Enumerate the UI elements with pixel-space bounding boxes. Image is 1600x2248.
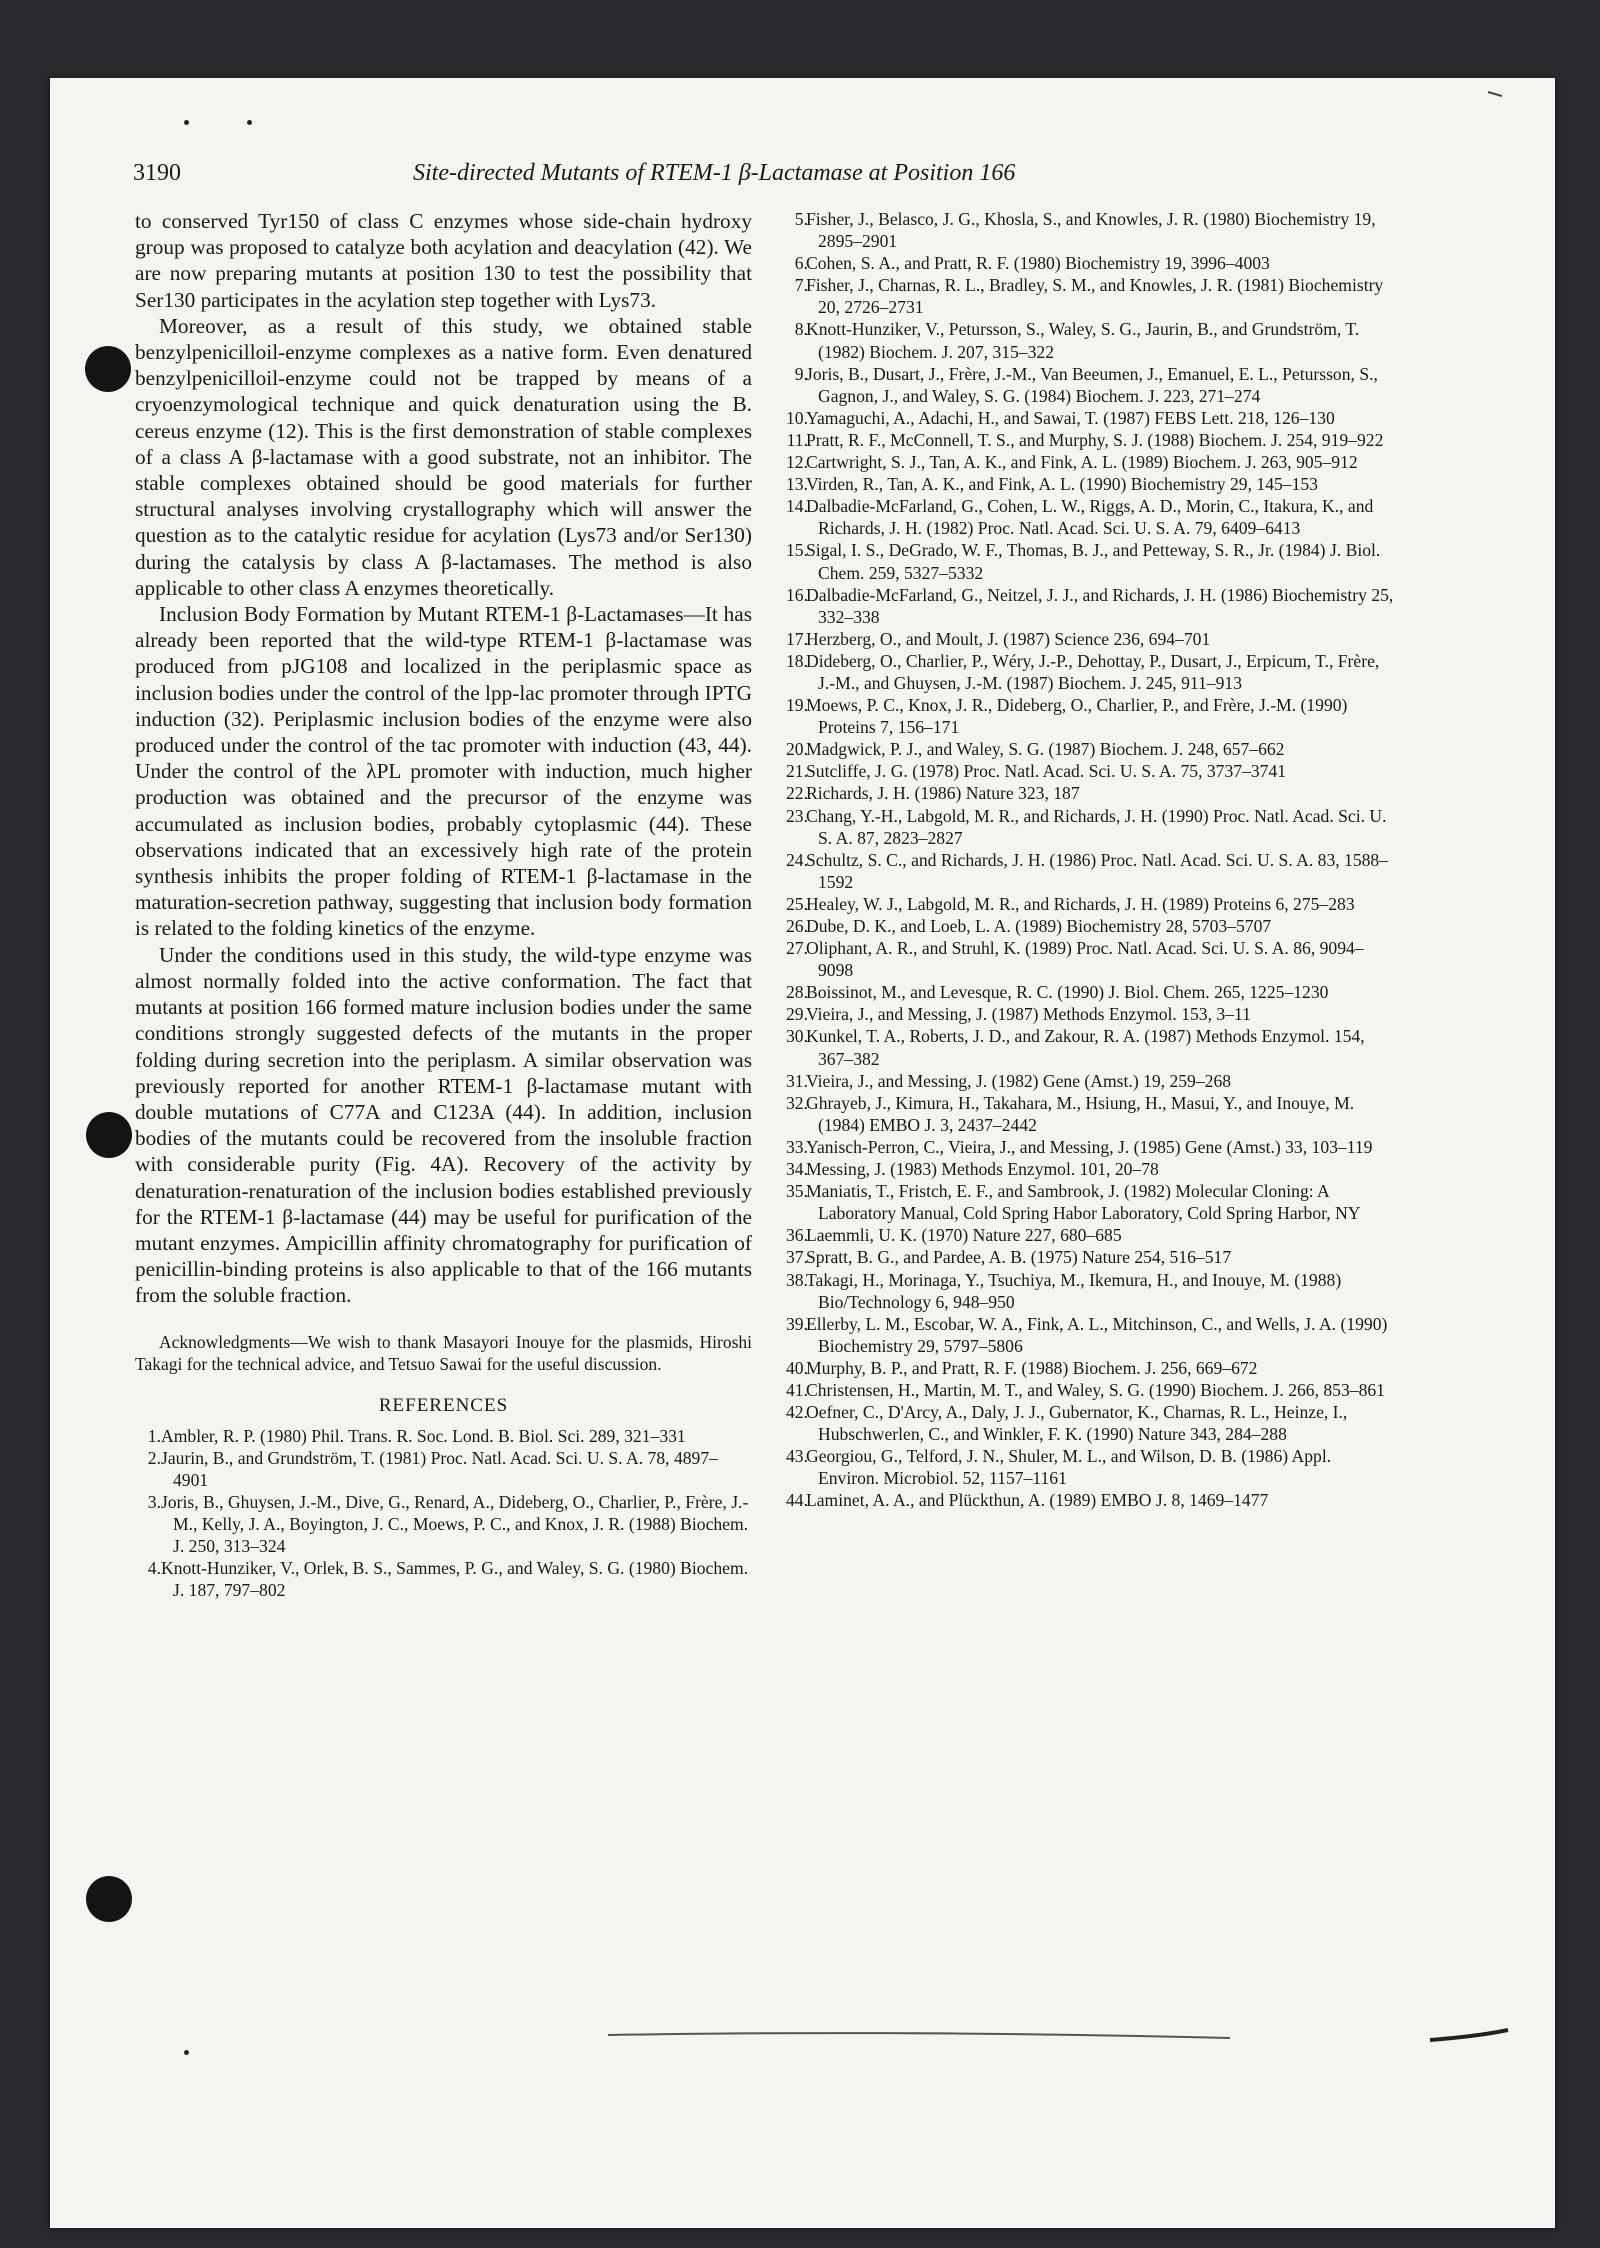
- left-column: [135, 208, 752, 1601]
- reference-text: Boissinot, M., and Levesque, R. C. (1990) J. Biol. Chem. 265, 1225–1230: [806, 982, 1329, 1003]
- reference-number: 37.: [786, 1247, 808, 1268]
- reference-item: [782, 805, 1394, 849]
- reference-item: [782, 1070, 1394, 1092]
- reference-number: 44.: [786, 1490, 808, 1511]
- reference-number: 28.: [786, 982, 808, 1003]
- reference-number: 25.: [786, 893, 808, 914]
- reference-text: Schultz, S. C., and Richards, J. H. (1986) Proc. Natl. Acad. Sci. U. S. A. 83, 1588–1592: [806, 849, 1389, 892]
- reference-item: [782, 1025, 1394, 1069]
- reference-item: [135, 1557, 752, 1601]
- reference-item: [782, 628, 1394, 650]
- reference-text: Jaurin, B., and Grundström, T. (1981) Proc. Natl. Acad. Sci. U. S. A. 78, 4897–4901: [161, 1447, 718, 1490]
- reference-text: Chang, Y.-H., Labgold, M. R., and Richards, J. H. (1990) Proc. Natl. Acad. Sci. U. S. A. 87, 2823–2827: [806, 805, 1387, 848]
- reference-item: [782, 1092, 1394, 1136]
- reference-text: Oliphant, A. R., and Struhl, K. (1989) Proc. Natl. Acad. Sci. U. S. A. 86, 9094–9098: [806, 938, 1364, 981]
- reference-item: [782, 937, 1394, 981]
- reference-item: [782, 1180, 1394, 1224]
- reference-item: [782, 694, 1394, 738]
- reference-number: 33.: [786, 1136, 808, 1157]
- reference-text: Sutcliffe, J. G. (1978) Proc. Natl. Acad. Sci. U. S. A. 75, 3737–3741: [806, 761, 1287, 782]
- page-number: 3190: [133, 160, 181, 186]
- reference-item: [782, 1445, 1394, 1489]
- reference-text: Spratt, B. G., and Pardee, A. B. (1975) Nature 254, 516–517: [806, 1247, 1232, 1268]
- reference-number: 21.: [786, 761, 808, 782]
- reference-text: Dideberg, O., Charlier, P., Wéry, J.-P., Dehottay, P., Dusart, J., Erpicum, T., Frère, J.-M., and Ghuysen, J.-M. (1987) Biochem. J. 245, 911–913: [806, 650, 1380, 693]
- reference-text: Vieira, J., and Messing, J. (1982) Gene (Amst.) 19, 259–268: [806, 1070, 1232, 1091]
- reference-list-left: [135, 1425, 752, 1602]
- reference-text: Moews, P. C., Knox, J. R., Dideberg, O., Charlier, P., and Frère, J.-M. (1990) Proteins 7, 156–171: [806, 695, 1348, 738]
- reference-number: 34.: [786, 1159, 808, 1180]
- reference-number: 6.: [794, 253, 808, 274]
- reference-item: [782, 1003, 1394, 1025]
- reference-item: [782, 274, 1394, 318]
- reference-item: [782, 1269, 1394, 1313]
- reference-number: 40.: [786, 1357, 808, 1378]
- reference-number: 32.: [786, 1092, 808, 1113]
- reference-text: Sigal, I. S., DeGrado, W. F., Thomas, B. J., and Petteway, S. R., Jr. (1984) J. Biol. Chem. 259, 5327–5332: [806, 540, 1381, 583]
- reference-text: Richards, J. H. (1986) Nature 323, 187: [806, 783, 1080, 804]
- reference-number: 13.: [786, 474, 808, 495]
- reference-text: Fisher, J., Belasco, J. G., Khosla, S., and Knowles, J. R. (1980) Biochemistry 19, 2895–2901: [806, 209, 1376, 252]
- reference-item: [782, 407, 1394, 429]
- running-title: Site-directed Mutants of RTEM-1 β-Lactamase at Position 166: [413, 160, 1016, 186]
- reference-item: [782, 650, 1394, 694]
- reference-item: [782, 252, 1394, 274]
- reference-number: 36.: [786, 1225, 808, 1246]
- reference-item: [782, 915, 1394, 937]
- reference-number: 10.: [786, 407, 808, 428]
- reference-text: Dalbadie-McFarland, G., Cohen, L. W., Riggs, A. D., Morin, C., Itakura, K., and Richards, J. H. (1982) Proc. Natl. Acad. Sci. U. S. A. 79, 6409–6413: [806, 496, 1374, 539]
- references-heading: REFERENCES: [378, 1394, 509, 1416]
- reference-text: Herzberg, O., and Moult, J. (1987) Science 236, 694–701: [806, 628, 1211, 649]
- reference-number: 18.: [786, 650, 808, 671]
- reference-item: [782, 473, 1394, 495]
- reference-text: Maniatis, T., Fristch, E. F., and Sambrook, J. (1982) Molecular Cloning: A Laboratory Manual, Cold Spring Habor Laboratory, Cold Spring Harbor, NY: [806, 1181, 1361, 1224]
- reference-item: [782, 318, 1394, 362]
- reference-number: 39.: [786, 1313, 808, 1334]
- reference-number: 7.: [794, 275, 808, 296]
- body-paragraph: Under the conditions used in this study, the wild-type enzyme was almost normally folded into the active conformation. The fact that mutants at position 166 formed mature inclusion bodies under the same conditions strongly suggested defects of the mutants in the proper folding during secretion into the periplasm. A similar observation was previously reported for another RTEM-1 β-lactamase mutant with double mutations of C77A and C123A (44). In addition, inclusion bodies of the mutants could be recovered from the insoluble fraction with considerable purity (Fig. 4A). Recovery of the activity by denaturation-renaturation of the inclusion bodies established previously for the RTEM-1 β-lactamase (44) may be useful for purification of the mutant enzymes. Ampicillin affinity chromatography for purification of penicillin-binding proteins is also applicable to that of the 166 mutants from the soluble fraction.: [135, 942, 752, 1308]
- reference-number: 23.: [786, 805, 808, 826]
- reference-item: [135, 1425, 752, 1447]
- reference-text: Knott-Hunziker, V., Petursson, S., Waley, S. G., Jaurin, B., and Grundström, T. (1982) Biochem. J. 207, 315–322: [806, 319, 1360, 362]
- reference-text: Laemmli, U. K. (1970) Nature 227, 680–685: [806, 1225, 1122, 1246]
- reference-item: [782, 208, 1394, 252]
- reference-item: [782, 782, 1394, 804]
- reference-item: [782, 1401, 1394, 1445]
- reference-number: 11.: [786, 429, 808, 450]
- reference-text: Knott-Hunziker, V., Orlek, B. S., Sammes, P. G., and Waley, S. G. (1980) Biochem. J. 187, 797–802: [161, 1558, 749, 1601]
- reference-number: 3.: [147, 1492, 161, 1513]
- reference-number: 24.: [786, 849, 808, 870]
- reference-number: 16.: [786, 584, 808, 605]
- reference-number: 43.: [786, 1446, 808, 1467]
- reference-number: 30.: [786, 1026, 808, 1047]
- reference-text: Takagi, H., Morinaga, Y., Tsuchiya, M., Ikemura, H., and Inouye, M. (1988) Bio/Technology 6, 948–950: [806, 1269, 1342, 1312]
- page-header: [133, 160, 1113, 196]
- right-column: [782, 208, 1394, 1512]
- reference-text: Vieira, J., and Messing, J. (1987) Methods Enzymol. 153, 3–11: [806, 1004, 1251, 1025]
- body-paragraph: to conserved Tyr150 of class C enzymes whose side-chain hydroxy group was proposed to catalyze both acylation and deacylation (42). We are now preparing mutants at position 130 to test the possibility that Ser130 participates in the acylation step together with Lys73.: [135, 209, 752, 312]
- reference-text: Ellerby, L. M., Escobar, W. A., Fink, A. L., Mitchinson, C., and Wells, J. A. (1990) Biochemistry 29, 5797–5806: [806, 1313, 1388, 1356]
- reference-text: Murphy, B. P., and Pratt, R. F. (1988) Biochem. J. 256, 669–672: [806, 1357, 1258, 1378]
- reference-item: [782, 981, 1394, 1003]
- body-paragraph: Inclusion Body Formation by Mutant RTEM-1 β-Lactamases—It has already been reported that the wild-type RTEM-1 β-lactamase was produced from pJG108 and localized in the periplasmic space as inclusion bodies under the control of the lpp-lac promoter through IPTG induction (32). Periplasmic inclusion bodies of the enzyme were also produced under the control of the tac promoter with induction (43, 44). Under the control of the λPL promoter with induction, much higher production was obtained and the precursor of the enzyme was accumulated as inclusion bodies, probably cytoplasmic (44). These observations indicated that an excessively high rate of the protein synthesis inhibits the proper folding of RTEM-1 β-lactamase in the maturation-secretion pathway, suggesting that inclusion body formation is related to the folding kinetics of the enzyme.: [135, 602, 752, 941]
- reference-item: [782, 1379, 1394, 1401]
- reference-item: [782, 1313, 1394, 1357]
- reference-item: [782, 1158, 1394, 1180]
- acknowledgments: Acknowledgments—We wish to thank Masayori Inouye for the plasmids, Hiroshi Takagi for the technical advice, and Tetsuo Sawai for the useful discussion.: [135, 1331, 752, 1374]
- reference-number: 17.: [786, 628, 808, 649]
- reference-number: 22.: [786, 783, 808, 804]
- reference-text: Georgiou, G., Telford, J. N., Shuler, M. L., and Wilson, D. B. (1986) Appl. Environ. Microbiol. 52, 1157–1161: [806, 1446, 1332, 1489]
- reference-number: 15.: [786, 540, 808, 561]
- reference-item: [782, 893, 1394, 915]
- reference-number: 8.: [794, 319, 808, 340]
- reference-text: Madgwick, P. J., and Waley, S. G. (1987) Biochem. J. 248, 657–662: [806, 739, 1285, 760]
- reference-text: Dube, D. K., and Loeb, L. A. (1989) Biochemistry 28, 5703–5707: [806, 916, 1272, 936]
- reference-item: [782, 1246, 1394, 1268]
- reference-item: [782, 760, 1394, 782]
- reference-text: Healey, W. J., Labgold, M. R., and Richards, J. H. (1989) Proteins 6, 275–283: [806, 893, 1355, 914]
- reference-number: 41.: [786, 1379, 808, 1400]
- reference-item: [782, 495, 1394, 539]
- reference-number: 20.: [786, 739, 808, 760]
- reference-number: 19.: [786, 695, 808, 716]
- reference-number: 31.: [786, 1070, 808, 1091]
- body-paragraph: Moreover, as a result of this study, we obtained stable benzylpenicilloil-enzyme complexes as a native form. Even denatured benzylpenicilloil-enzyme could not be trapped by means of a cryoenzymological technique and quick denaturation using the B. cereus enzyme (12). This is the first demonstration of stable complexes of a class A β-lactamase with a good substrate, not an inhibitor. The stable complexes obtained should be good materials for further structural analyses involving crystallography which will answer the question as to the catalytic residue for acylation (Lys73 and/or Ser130) during the catalysis by class A β-lactamases. The method is also applicable to other class A enzymes theoretically.: [135, 313, 752, 600]
- reference-text: Cartwright, S. J., Tan, A. K., and Fink, A. L. (1989) Biochem. J. 263, 905–912: [806, 452, 1358, 473]
- reference-item: [782, 539, 1394, 583]
- reference-number: 14.: [786, 496, 808, 517]
- reference-text: Laminet, A. A., and Plückthun, A. (1989) EMBO J. 8, 1469–1477: [806, 1490, 1269, 1511]
- reference-text: Oefner, C., D'Arcy, A., Daly, J. J., Gubernator, K., Charnas, R. L., Heinze, I., Hubschwerlen, C., and Winkler, F. K. (1990) Nature 343, 284–288: [806, 1402, 1348, 1445]
- reference-text: Virden, R., Tan, A. K., and Fink, A. L. (1990) Biochemistry 29, 145–153: [806, 474, 1318, 495]
- reference-number: 1.: [147, 1425, 161, 1446]
- reference-text: Joris, B., Ghuysen, J.-M., Dive, G., Renard, A., Dideberg, O., Charlier, P., Frère, J.-M., Kelly, J. A., Boyington, J. C., Moews, P. C., and Knox, J. R. (1988) Biochem. J. 250, 313–324: [161, 1492, 749, 1557]
- reference-number: 35.: [786, 1181, 808, 1202]
- reference-text: Messing, J. (1983) Methods Enzymol. 101, 20–78: [806, 1159, 1159, 1180]
- reference-item: [782, 363, 1394, 407]
- reference-number: 42.: [786, 1402, 808, 1423]
- reference-text: Dalbadie-McFarland, G., Neitzel, J. J., and Richards, J. H. (1986) Biochemistry 25, 332–338: [806, 584, 1394, 627]
- reference-text: Yamaguchi, A., Adachi, H., and Sawai, T. (1987) FEBS Lett. 218, 126–130: [806, 407, 1335, 428]
- reference-number: 38.: [786, 1269, 808, 1290]
- reference-item: [782, 738, 1394, 760]
- reference-list-right: [782, 208, 1394, 1512]
- reference-text: Kunkel, T. A., Roberts, J. D., and Zakour, R. A. (1987) Methods Enzymol. 154, 367–382: [806, 1026, 1365, 1069]
- reference-number: 5.: [794, 209, 808, 229]
- reference-text: Ghrayeb, J., Kimura, H., Takahara, M., Hsiung, H., Masui, Y., and Inouye, M. (1984) EMBO J. 3, 2437–2442: [806, 1092, 1355, 1135]
- reference-text: Christensen, H., Martin, M. T., and Waley, S. G. (1990) Biochem. J. 266, 853–861: [806, 1379, 1385, 1400]
- reference-item: [782, 1136, 1394, 1158]
- reference-text: Cohen, S. A., and Pratt, R. F. (1980) Biochemistry 19, 3996–4003: [806, 253, 1270, 274]
- reference-item: [782, 429, 1394, 451]
- reference-text: Pratt, R. F., McConnell, T. S., and Murphy, S. J. (1988) Biochem. J. 254, 919–922: [806, 429, 1384, 450]
- reference-text: Ambler, R. P. (1980) Phil. Trans. R. Soc. Lond. B. Biol. Sci. 289, 321–331: [161, 1425, 686, 1446]
- reference-item: [135, 1447, 752, 1491]
- reference-item: [782, 1224, 1394, 1246]
- reference-number: 2.: [147, 1447, 161, 1468]
- reference-text: Yanisch-Perron, C., Vieira, J., and Messing, J. (1985) Gene (Amst.) 33, 103–119: [806, 1136, 1373, 1157]
- reference-item: [782, 584, 1394, 628]
- reference-number: 9.: [794, 363, 808, 384]
- reference-number: 12.: [786, 452, 808, 473]
- reference-item: [782, 849, 1394, 893]
- reference-item: [782, 451, 1394, 473]
- reference-item: [135, 1491, 752, 1557]
- reference-text: Joris, B., Dusart, J., Frère, J.-M., Van Beeumen, J., Emanuel, E. L., Petursson, S., Gagnon, J., and Waley, S. G. (1984) Biochem. J. 223, 271–274: [806, 363, 1378, 406]
- reference-number: 26.: [786, 916, 808, 936]
- reference-item: [782, 1357, 1394, 1379]
- reference-number: 29.: [786, 1004, 808, 1025]
- reference-item: [782, 1489, 1394, 1511]
- reference-number: 4.: [147, 1558, 161, 1579]
- reference-number: 27.: [786, 938, 808, 959]
- reference-text: Fisher, J., Charnas, R. L., Bradley, S. M., and Knowles, J. R. (1981) Biochemistry 20, 2726–2731: [806, 275, 1384, 318]
